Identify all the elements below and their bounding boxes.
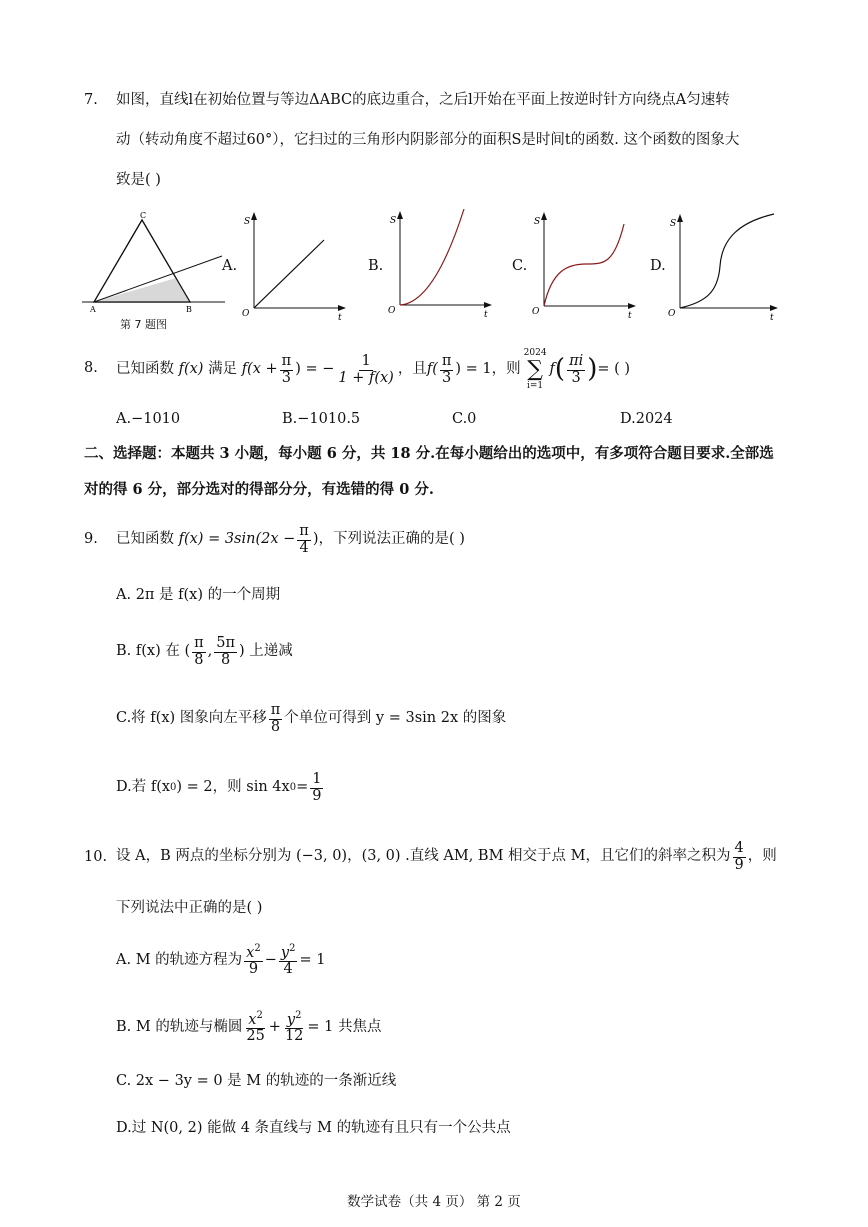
q9-option-c: C.将 f(x) 图象向左平移 $\frac{\pi}{8}$ 个单位可得到 y = 3sin 2x 的图象 (116, 702, 507, 735)
q7-line2: 动（转动角度不超过60°），它扫过的三角形内阴影部分的面积S是时间t的函数. 这个函数的图象大 (116, 132, 740, 148)
q10-option-a: A. M 的轨迹方程为 $\frac{x^2}{9}$ − $\frac{y^2}{4}$ = 1 (116, 943, 326, 978)
svg-text:t: t (484, 310, 488, 320)
svg-text:S: S (390, 216, 397, 226)
q8-option-a: A.−1010 (116, 411, 181, 427)
q7-graph-b (384, 205, 494, 320)
q7-graph-a (238, 210, 348, 322)
shaded-region (94, 278, 190, 302)
q10-option-d: D.过 N(0, 2) 能做 4 条直线与 M 的轨迹有且只有一个公共点 (116, 1120, 511, 1136)
q9-statement: 已知函数 f(x) = 3sin(2x − $\frac{\pi}{4}$ ) ，下列说法正确的是( ) (116, 523, 465, 556)
q7-option-d-label: D. (650, 258, 666, 274)
q9-option-b: B. f(x) 在 ( $\frac{\pi}{8}$ , $\frac{5\pi}{8}$ ) 上递减 (116, 635, 293, 668)
svg-text:S: S (244, 217, 251, 227)
svg-text:S: S (670, 219, 677, 229)
q7-triangle-figure (80, 208, 230, 320)
svg-text:O: O (388, 306, 396, 316)
q7-figure-caption: 第 7 题图 (120, 318, 167, 331)
section2-line1: 二、选择题：本题共 3 小题，每小题 6 分，共 18 分.在每小题给出的选项中，有多项符合题目要求.全部选 (84, 445, 774, 462)
q7-option-c-label: C. (512, 258, 528, 274)
q9-option-a: A. 2π 是 f(x) 的一个周期 (116, 587, 281, 603)
q8-option-d: D.2024 (620, 411, 673, 427)
q7-graph-c (528, 210, 638, 322)
q8-option-b: B.−1010.5 (282, 411, 361, 427)
q9-option-d: D.若 f(x 0 ) = 2，则 sin 4x 0 = $\frac{1}{9}$ (116, 771, 322, 804)
q9-number: 9. (84, 531, 98, 547)
q10-option-b: B. M 的轨迹与椭圆 $\frac{x^2}{25}$ + $\frac{y^2}{12}$ = 1 共焦点 (116, 1010, 382, 1045)
label-c: C (140, 211, 147, 220)
svg-text:S: S (534, 217, 541, 227)
svg-text:O: O (242, 309, 250, 319)
svg-text:t: t (770, 313, 774, 323)
label-b: B (186, 305, 192, 314)
q10-option-c: C. 2x − 3y = 0 是 M 的轨迹的一条渐近线 (116, 1073, 397, 1089)
svg-text:t: t (628, 311, 632, 321)
q7-line1: 如图，直线l在初始位置与等边ΔABC的底边重合，之后l开始在平面上按逆时针方向绕点A匀速转 (116, 92, 730, 108)
q8-option-c: C.0 (452, 411, 477, 427)
q10-line2: 下列说法中正确的是( ) (116, 900, 263, 916)
svg-text:t: t (338, 313, 342, 322)
q7-option-b-label: B. (368, 258, 384, 274)
section2-line2: 对的得 6 分，部分选对的得部分分，有选错的得 0 分. (84, 481, 434, 498)
label-a: A (90, 305, 96, 314)
q7-option-a-label: A. (222, 258, 238, 274)
q7-number: 7. (84, 92, 98, 108)
q7-line3: 致是( ) (116, 172, 161, 188)
svg-text:O: O (668, 309, 676, 319)
q8-number: 8. (84, 360, 98, 376)
q7-graph-d (666, 208, 782, 323)
q10-number: 10. (84, 849, 108, 865)
q8-statement: 已知函数 f(x) 满足 f(x + $\frac{\pi}{3}$ ) = − $\frac{1}{1 + f(x)}$ ，且 f( $\frac{\pi}{3}$ ) = 1 ，则 2024 ∑ i=1 f ( $\frac{\pi i}{3}$ ) = ( ) (116, 348, 631, 391)
svg-text:O: O (532, 307, 540, 317)
page-footer: 数学试卷（共 4 页） 第 2 页 (347, 1194, 521, 1210)
q10-line1: 设 A，B 两点的坐标分别为 (−3, 0)，(3, 0) .直线 AM, BM 相交于点 M，且它们的斜率之积为 $\frac{4}{9}$ ，则 (116, 840, 777, 873)
